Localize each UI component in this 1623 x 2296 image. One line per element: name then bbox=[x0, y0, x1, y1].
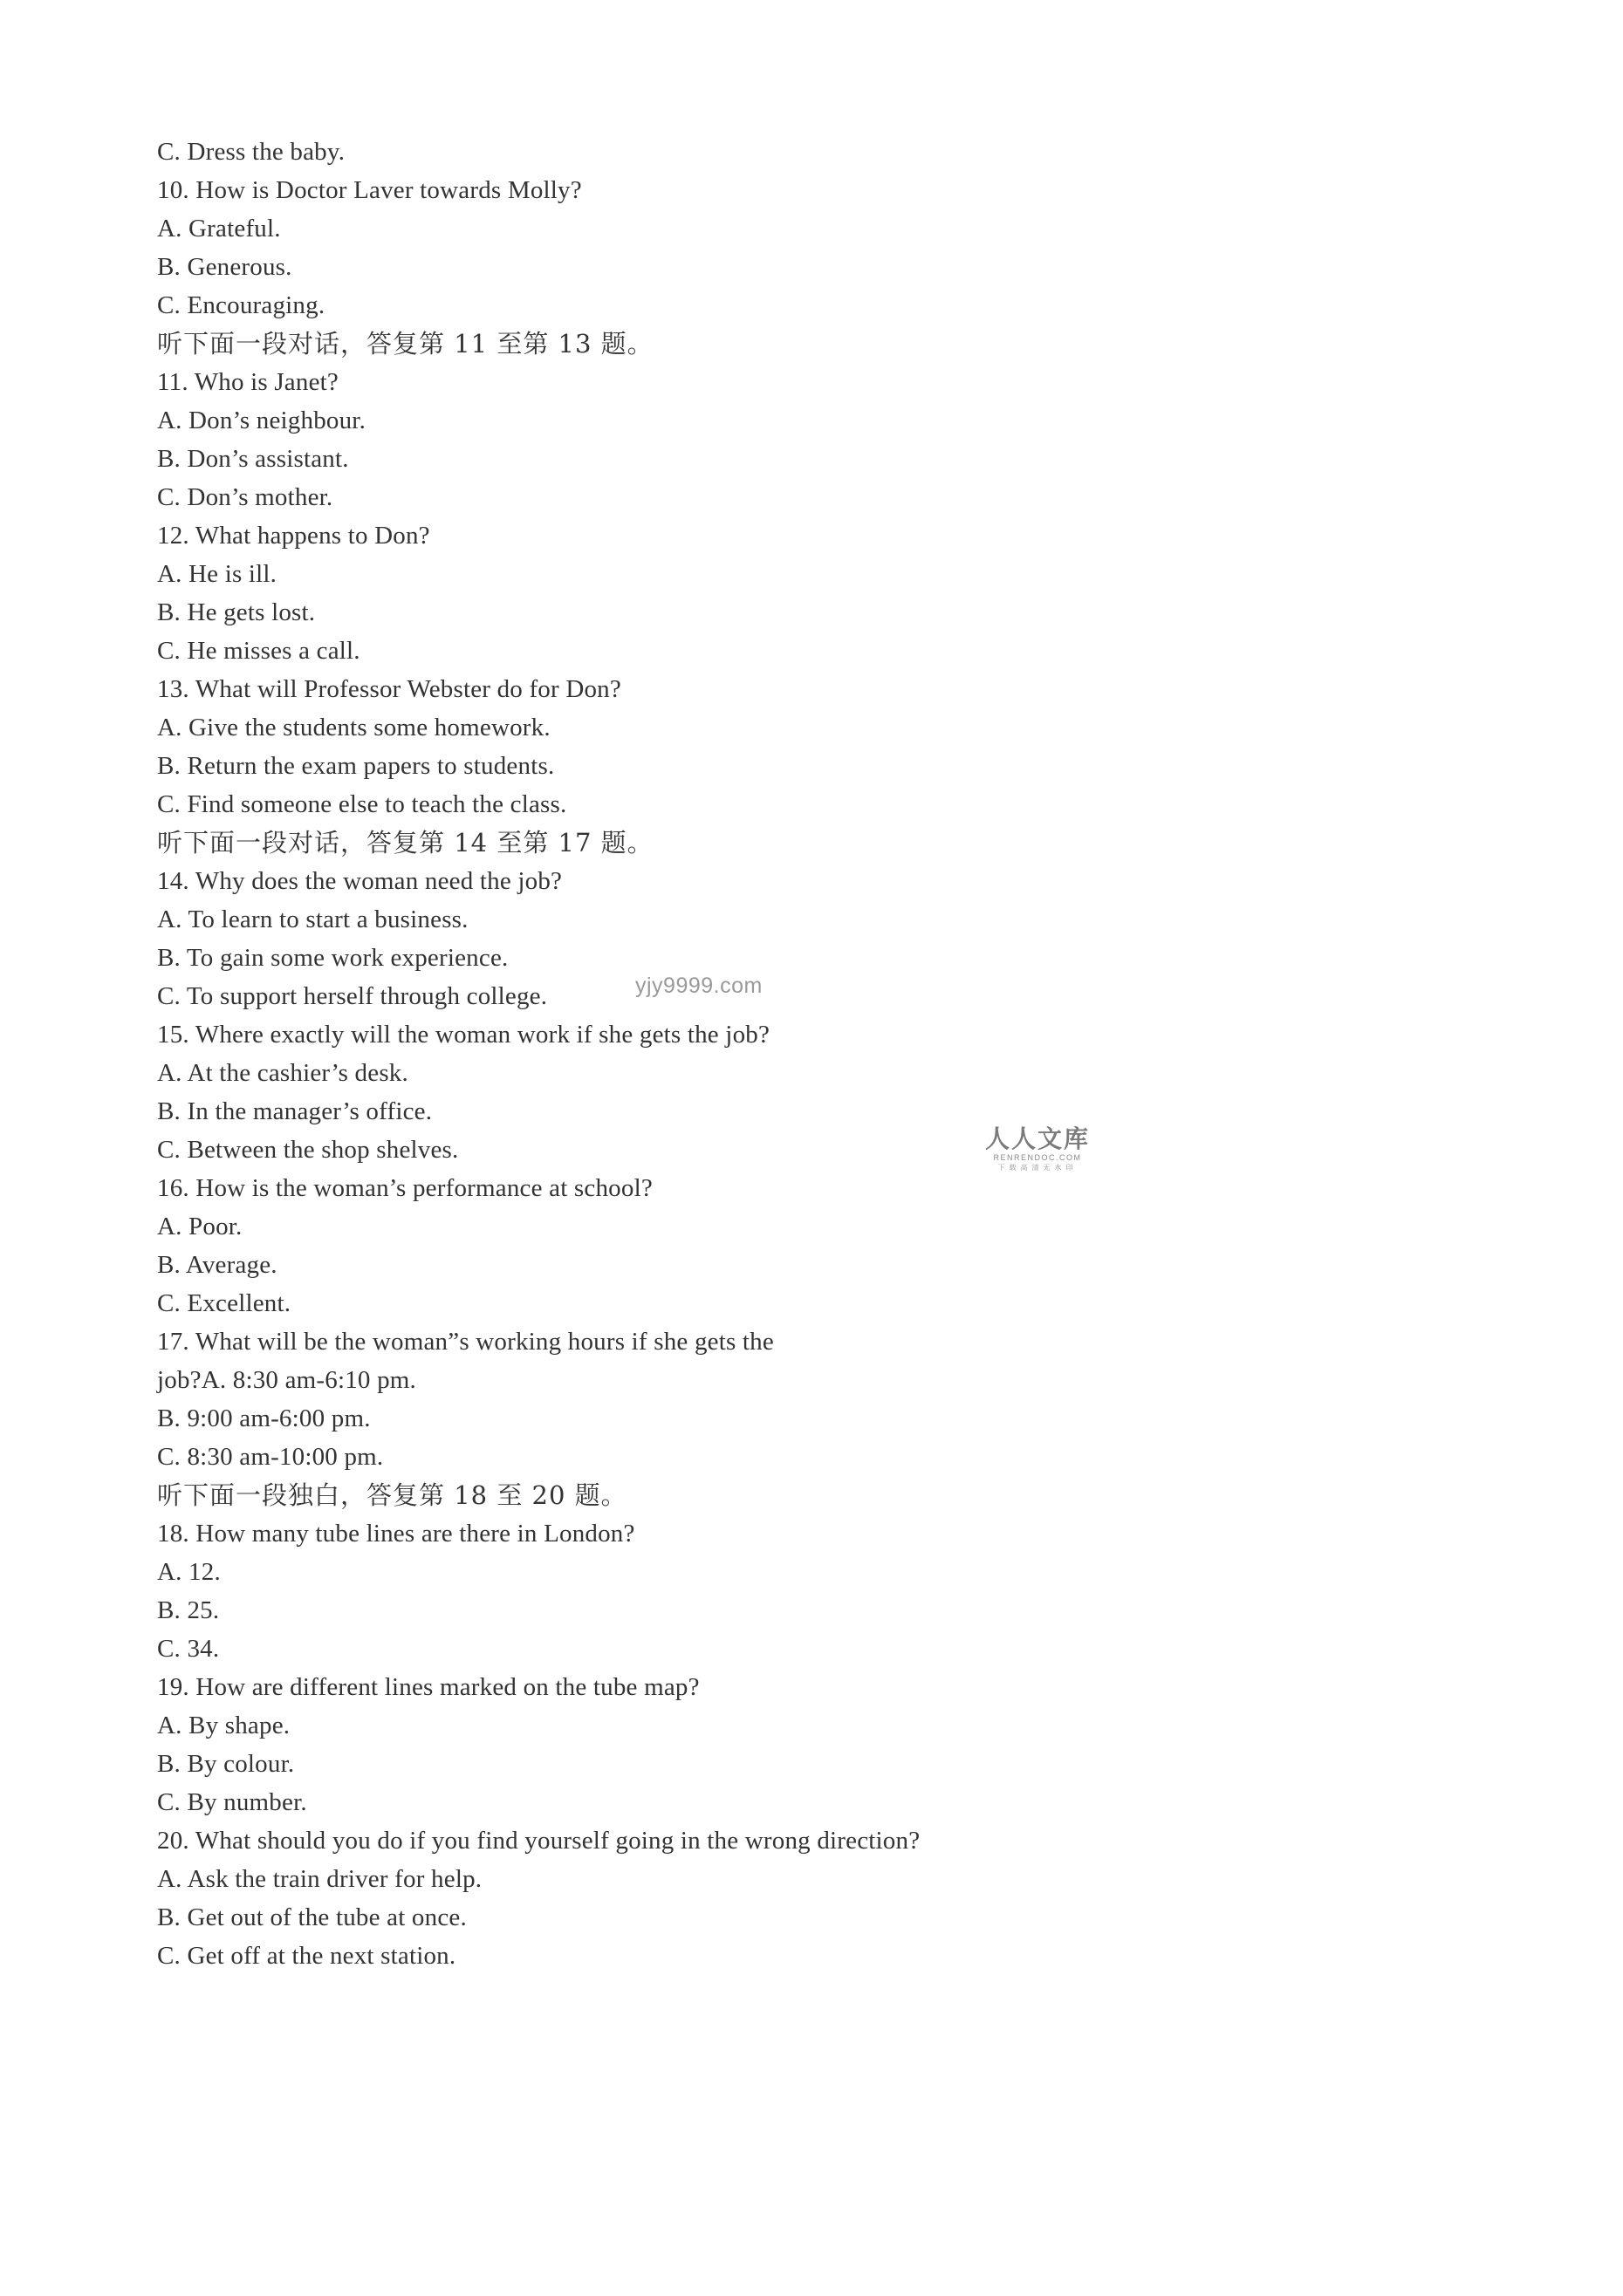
answer-option: A. Grateful. bbox=[157, 215, 281, 243]
answer-option: B. By colour. bbox=[157, 1750, 295, 1778]
answer-option: A. 12. bbox=[157, 1558, 221, 1586]
answer-option: C. Excellent. bbox=[157, 1289, 291, 1317]
answer-option: A. At the cashier’s desk. bbox=[157, 1059, 408, 1087]
answer-option: C. Dress the baby. bbox=[157, 138, 346, 166]
watermark-logo-title: 人人文库 bbox=[984, 1124, 1090, 1153]
question-15: 15. Where exactly will the woman work if she gets the job? bbox=[157, 1021, 770, 1049]
answer-option: B. 25. bbox=[157, 1596, 220, 1624]
question-13: 13. What will Professor Webster do for Don? bbox=[157, 675, 621, 703]
question-19: 19. How are different lines marked on the tube map? bbox=[157, 1673, 700, 1701]
answer-option: B. Don’s assistant. bbox=[157, 445, 349, 473]
section-instruction: 听下面一段对话，答复第 11 至第 13 题。 bbox=[157, 329, 654, 359]
answer-option: A. Poor. bbox=[157, 1213, 243, 1240]
answer-option: B. Get out of the tube at once. bbox=[157, 1903, 467, 1931]
answer-option: B. 9:00 am-6:00 pm. bbox=[157, 1404, 371, 1432]
answer-option: A. To learn to start a business. bbox=[157, 905, 469, 933]
answer-option: A. Give the students some homework. bbox=[157, 714, 551, 741]
question-17: 17. What will be the woman”s working hours if she gets the bbox=[157, 1328, 774, 1356]
question-14: 14. Why does the woman need the job? bbox=[157, 867, 563, 895]
answer-option: A. Ask the train driver for help. bbox=[157, 1865, 483, 1893]
question-20: 20. What should you do if you find yourself going in the wrong direction? bbox=[157, 1827, 921, 1855]
answer-option: job?A. 8:30 am-6:10 pm. bbox=[157, 1366, 416, 1394]
document-body bbox=[157, 133, 1466, 1975]
watermark-logo bbox=[981, 1125, 1094, 1172]
answer-option: A. By shape. bbox=[157, 1712, 291, 1739]
watermark-url: yjy9999.com bbox=[635, 974, 763, 998]
answer-option: C. He misses a call. bbox=[157, 637, 360, 665]
section-instruction: 听下面一段独白，答复第 18 至 20 题。 bbox=[157, 1480, 627, 1510]
answer-option: A. Don’s neighbour. bbox=[157, 407, 366, 434]
answer-option: C. By number. bbox=[157, 1788, 307, 1816]
answer-option: B. Return the exam papers to students. bbox=[157, 752, 555, 780]
answer-option: B. He gets lost. bbox=[157, 598, 316, 626]
answer-option: C. Between the shop shelves. bbox=[157, 1136, 459, 1164]
answer-option: B. To gain some work experience. bbox=[157, 944, 509, 972]
answer-option: B. In the manager’s office. bbox=[157, 1097, 433, 1125]
answer-option: C. Encouraging. bbox=[157, 291, 325, 319]
answer-option: C. Get off at the next station. bbox=[157, 1942, 456, 1970]
question-18: 18. How many tube lines are there in London? bbox=[157, 1520, 635, 1548]
watermark-logo-slogan: 下载高清无水印 bbox=[997, 1164, 1078, 1172]
question-12: 12. What happens to Don? bbox=[157, 522, 430, 550]
section-instruction: 听下面一段对话，答复第 14 至第 17 题。 bbox=[157, 828, 654, 858]
answer-option: C. Don’s mother. bbox=[157, 483, 333, 511]
question-16: 16. How is the woman’s performance at school? bbox=[157, 1174, 653, 1202]
question-10: 10. How is Doctor Laver towards Molly? bbox=[157, 176, 582, 204]
answer-option: B. Average. bbox=[157, 1251, 277, 1279]
answer-option: B. Generous. bbox=[157, 253, 292, 281]
answer-option: C. To support herself through college. bbox=[157, 982, 548, 1010]
answer-option: A. He is ill. bbox=[157, 560, 277, 588]
question-11: 11. Who is Janet? bbox=[157, 368, 339, 396]
watermark-logo-domain: RENRENDOC.COM bbox=[993, 1153, 1082, 1162]
answer-option: C. Find someone else to teach the class. bbox=[157, 790, 567, 818]
answer-option: C. 8:30 am-10:00 pm. bbox=[157, 1443, 384, 1471]
answer-option: C. 34. bbox=[157, 1635, 220, 1663]
